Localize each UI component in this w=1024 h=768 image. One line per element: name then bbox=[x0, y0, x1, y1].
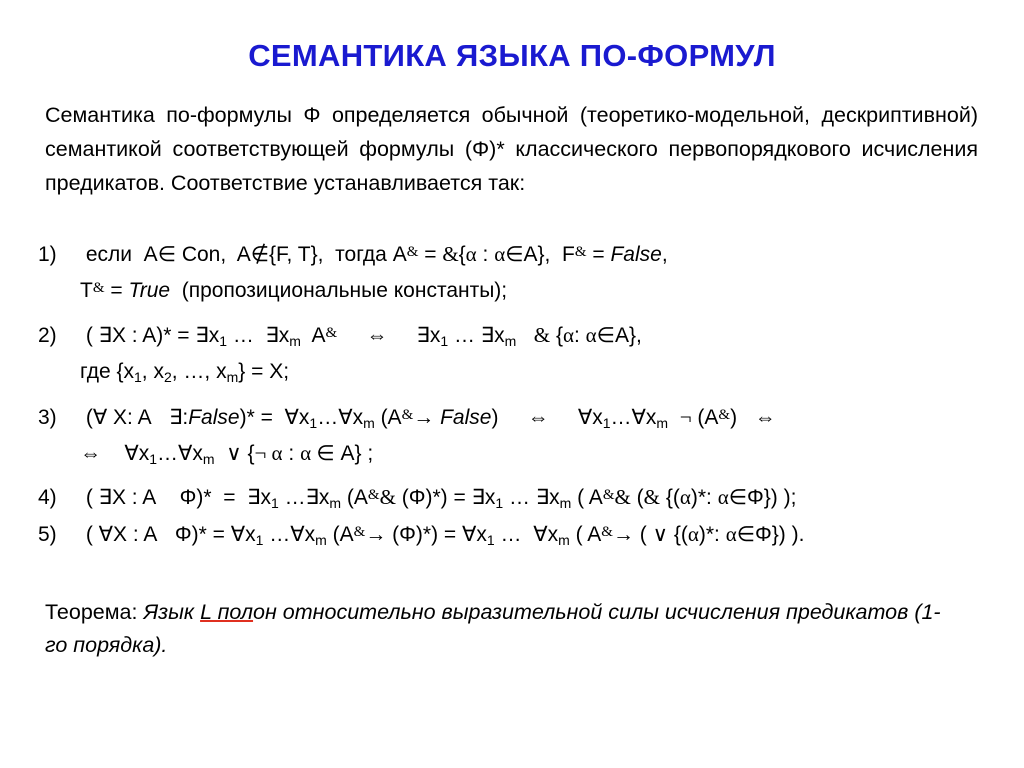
slide-title: СЕМАНТИКА ЯЗЫКА ПО-ФОРМУЛ bbox=[248, 38, 776, 73]
underlined-fragment: L пол bbox=[200, 600, 254, 624]
intro-paragraph: Семантика по-формулы Φ определяется обычной (теоретико-модельной, дескриптивной) семантикой соответствующей формулы (Φ)* классического первопорядкового исчисления предикатов. Соответствие устанавливается так: bbox=[45, 103, 978, 195]
rule-5-line1: ( ∀X : A $\Phi)* = \forall x_1$ $\dots\forall x_m$ $(A^{\&}\to (\Phi)*) = \forall x_1$ … $\forall x_m$ ( A&→ ( ∨ {(α)*: α∈Φ}) ). bbox=[85, 522, 805, 548]
rule-1-line1: если A∈ Con, A∉{F, T}, тогда A& = &{α : α∈A}, F& = False, bbox=[85, 242, 668, 266]
rule-1 bbox=[38, 242, 668, 267]
rule-number: 1) bbox=[38, 243, 57, 266]
rule-3-line1: (∀ X: A ∃:False)* = $\forall x_1\dots\forall x_m$ (A&→ False) ⇔ $\forall x_1\dots\forall x_m$ ¬ (A&) ⇔ bbox=[85, 405, 776, 431]
theorem-text: Язык L полон относительно выразительной силы исчисления предикатов (1-го порядка). bbox=[45, 600, 941, 657]
rule-2-line1: ( ∃X : $A)* = \exists x_1$ … $\exists x_m$ A& ⇔ $\exists x_1$ … $\exists x_m$ & {α: α∈A}, bbox=[85, 323, 642, 349]
rule-number: 4) bbox=[38, 486, 57, 509]
theorem bbox=[45, 596, 945, 662]
theorem-label: Теорема: bbox=[45, 600, 138, 624]
rule-4 bbox=[38, 485, 796, 510]
rule-4-line1: ( ∃X : A $\Phi)* = \exists x_1$ $\dots\exists x_m$ (A&& $(\Phi)*) = \exists x_1$ … $\exists x_m$ ( A&& (& {(α)*: α∈Φ}) ); bbox=[85, 485, 797, 511]
rule-1-line2: T& = True (пропозициональные константы); bbox=[80, 279, 508, 302]
rule-number: 3) bbox=[38, 406, 57, 429]
rule-2 bbox=[38, 323, 642, 348]
rule-number: 5) bbox=[38, 523, 57, 546]
rule-number: 2) bbox=[38, 324, 57, 347]
rule-5 bbox=[38, 522, 804, 547]
rule-2-line2: где {$x_1$, $x_2$, …, $x_m\} = X$; bbox=[80, 360, 290, 385]
rule-3 bbox=[38, 405, 776, 430]
rule-3-line2: ⇔ $\forall x_1\dots\forall x_m$ ∨ {¬ α : α ∈ A} ; bbox=[80, 441, 374, 467]
